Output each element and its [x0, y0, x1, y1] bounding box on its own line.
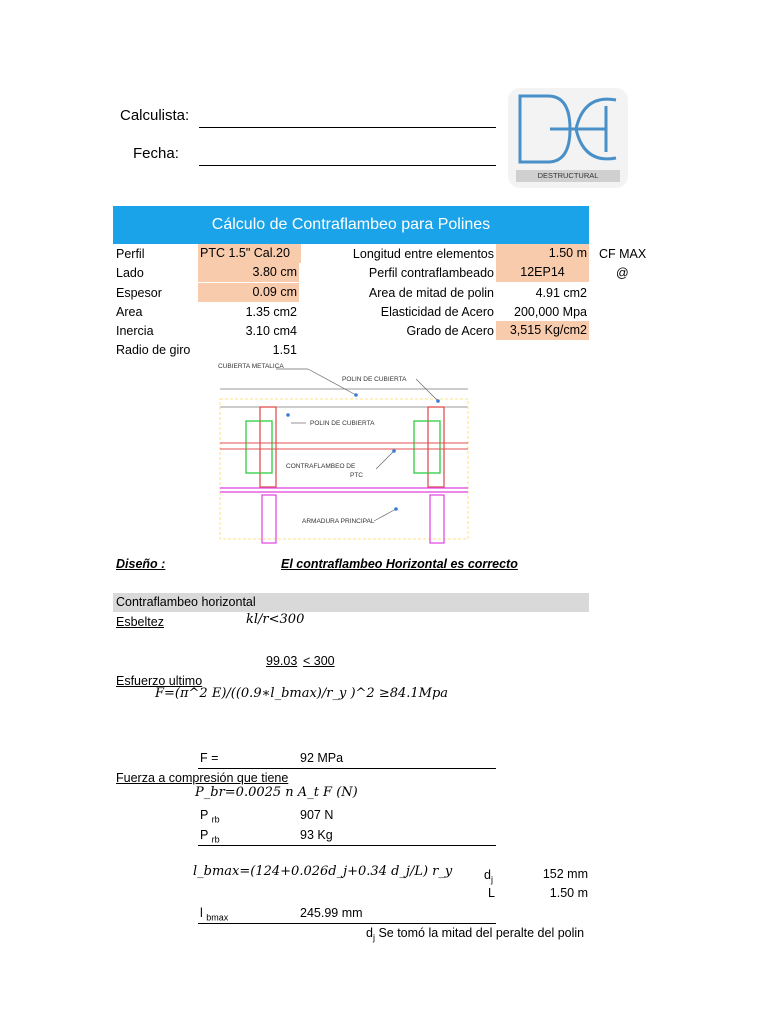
espesor-value: 0.09 cm: [198, 283, 299, 302]
at-label: @: [616, 266, 629, 280]
perfil-contra-label: Perfil contraflambeado: [368, 266, 494, 280]
lado-value: 3.80 cm: [198, 263, 299, 282]
esbeltez-limit: < 300: [303, 654, 335, 668]
elasticidad-value: 200,000 Mpa: [514, 305, 587, 319]
calculista-label: Calculista:: [120, 107, 190, 124]
prb-value-n: 907 N: [300, 808, 334, 822]
fuerza-label: Fuerza a compresión que tiene: [116, 771, 289, 785]
grado-label: Grado de Acero: [406, 324, 494, 338]
logo-text: DESTRUCTURAL: [537, 171, 599, 180]
perfil-label: Perfil: [116, 247, 145, 261]
structural-drawing: [216, 361, 478, 544]
radio-value: 1.51: [272, 343, 297, 357]
perfil-contra-value: 12EP14: [496, 263, 589, 282]
prb-line: [198, 845, 496, 846]
grado-value: 3,515 Kg/cm2: [496, 321, 589, 340]
longitud-value: 1.50 m: [496, 244, 589, 263]
esbeltez-value: 99.03: [266, 654, 298, 668]
longitud-label: Longitud entre elementos: [352, 247, 494, 261]
f-line: [198, 768, 496, 769]
area-value: 1.35 cm2: [245, 305, 297, 319]
radio-label: Radio de giro: [116, 343, 191, 357]
contra-label-2: PTC: [350, 472, 363, 479]
lbmax-label: l $_{bmax}$: [200, 906, 229, 923]
area-mitad-label: Area de mitad de polin: [368, 286, 494, 300]
esfuerzo-label: Esfuerzo ultimo: [116, 674, 203, 688]
f-label: F =: [200, 751, 219, 765]
dj-label: $d_j$: [484, 868, 493, 885]
lbmax-result: 245.99 mm: [300, 906, 363, 920]
armadura-label: ARMADURA PRINCIPAL: [302, 518, 375, 525]
dj-note: $d_j$ Se tomó la mitad del peralte del polin: [366, 926, 585, 943]
prb-label-1: P $_{rb}$: [200, 808, 220, 825]
l-value: 1.50 m: [549, 886, 588, 900]
fecha-line: [199, 165, 496, 166]
prb-label-2: P $_{rb}$: [200, 828, 220, 845]
structural-diagram-icon: [216, 361, 478, 544]
inercia-value: 3.10 cm4: [245, 324, 297, 338]
elasticidad-label: Elasticidad de Acero: [380, 305, 494, 319]
cf-max-label: CF MAX: [599, 247, 647, 261]
calc-title: Cálculo de Contraflambeo para Polines: [113, 206, 589, 244]
polin-top-label: POLIN DE CUBIERTA: [342, 376, 407, 383]
espesor-label: Espesor: [116, 286, 162, 300]
fecha-label: Fecha:: [133, 145, 179, 162]
diseno-label: Diseño :: [116, 557, 166, 571]
inercia-label: Inercia: [116, 324, 154, 338]
lbmax-formula: l_bmax=(124+0.026d_j+0.34 d_j/L) r_y: [193, 864, 453, 879]
section-title: Contraflambeo horizontal: [116, 595, 256, 609]
logo: [506, 86, 630, 190]
esbeltez-label: Esbeltez: [116, 615, 164, 629]
esfuerzo-formula: F=(π^2 E)/((0.9∗l_bmax)/r_y )^2 ≥84.1Mpa: [155, 686, 449, 701]
f-value: 92 MPa: [300, 751, 344, 765]
lbmax-line: [198, 923, 496, 924]
diseno-result: El contraflambeo Horizontal es correcto: [281, 557, 518, 571]
cubierta-label: CUBIERTA METALICA: [218, 363, 284, 370]
dj-value: 152 mm: [542, 867, 588, 881]
calculista-line: [199, 127, 496, 128]
esbeltez-formula: kl/r<300: [246, 612, 305, 627]
contra-label-1: CONTRAFLAMBEO DE: [286, 463, 356, 470]
polin-mid-label: POLIN DE CUBIERTA: [310, 420, 375, 427]
lado-label: Lado: [116, 266, 144, 280]
area-label: Area: [116, 305, 143, 319]
area-mitad-value: 4.91 cm2: [535, 286, 587, 300]
perfil-value: PTC 1.5" Cal.20: [198, 244, 301, 263]
l-label: L: [488, 886, 495, 900]
prb-value-kg: 93 Kg: [300, 828, 333, 842]
fuerza-formula: P_br=0.0025 n A_t F (N): [195, 785, 358, 800]
